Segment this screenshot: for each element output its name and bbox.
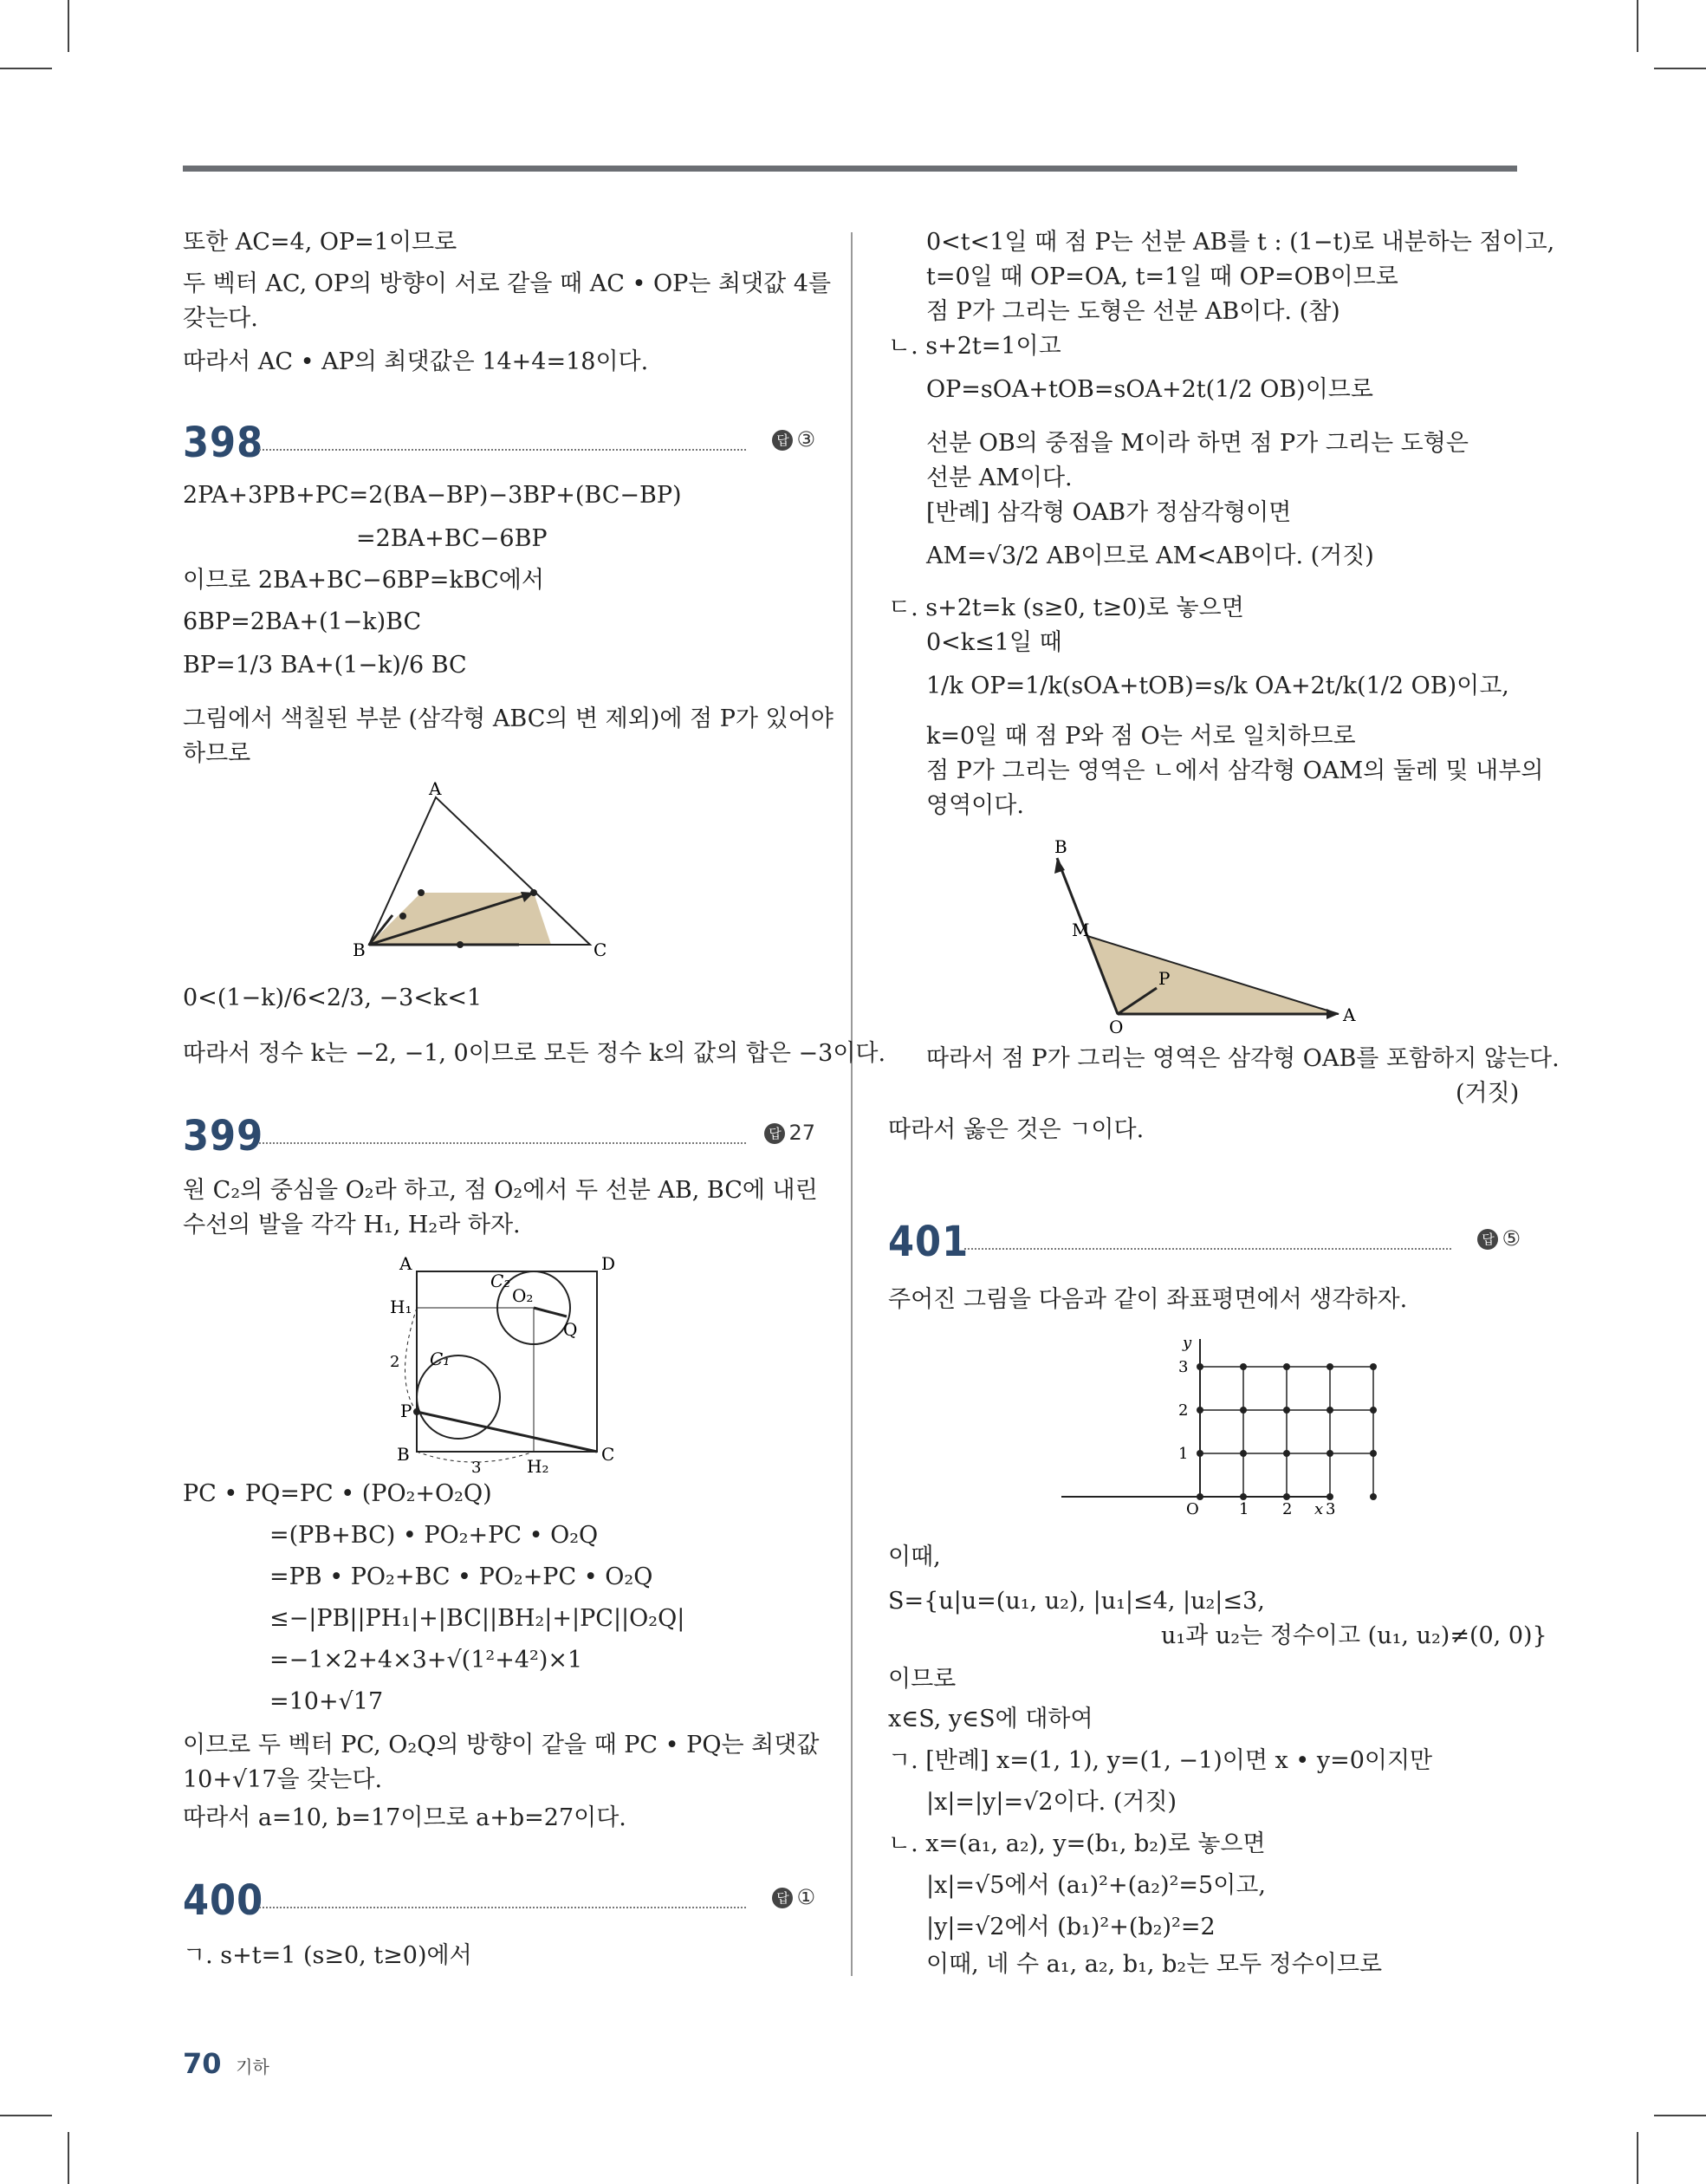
vector-pc: [417, 1412, 597, 1452]
text-line: 이때,: [888, 1544, 941, 1570]
text-line: 10+√17을 갖는다.: [183, 1766, 383, 1793]
text-line: 이므로 두 벡터 PC, O₂Q의 방향이 같을 때 PC • PQ는 최댓값: [183, 1732, 820, 1758]
text-line: ㄱ. [반례] x=(1, 1), y=(1, −1)이면 x • y=0이지만: [888, 1747, 1433, 1774]
text-line: 하므로: [183, 740, 251, 767]
dotted-leader: [259, 1142, 746, 1144]
answer-value: ③: [796, 427, 815, 452]
text-line: u₁과 u₂는 정수이고 (u₁, u₂)≠(0, 0)}: [1161, 1622, 1547, 1649]
triangle-oam: [1087, 936, 1339, 1014]
lattice-point: [1370, 1450, 1377, 1457]
dotted-leader: [259, 1907, 746, 1908]
text-line: =PB • PO₂+BC • PO₂+PC • O₂Q: [269, 1563, 653, 1590]
lattice-point: [1370, 1407, 1377, 1414]
problem-number: 401: [888, 1218, 970, 1266]
crop-mark: [68, 0, 69, 52]
text-line: 점 P가 그리는 도형은 선분 AB이다. (참): [926, 298, 1340, 325]
crop-mark: [1637, 2132, 1638, 2184]
text-line: 0<t<1일 때 점 P는 선분 AB를 t : (1−t)로 내분하는 점이고,: [926, 229, 1555, 256]
answer-value: ⑤: [1502, 1226, 1521, 1251]
text-line: (거짓): [1456, 1080, 1520, 1107]
x-tick: 3: [1326, 1500, 1336, 1518]
text-line: |x|=√5에서 (a₁)²+(a₂)²=5이고,: [926, 1872, 1266, 1899]
answer-value: 27: [788, 1121, 815, 1145]
lattice-point: [1240, 1407, 1247, 1414]
column-divider: [851, 232, 853, 1976]
problem-number: 400: [183, 1876, 264, 1925]
dotted-leader: [259, 449, 746, 451]
lattice-point: [1327, 1363, 1333, 1370]
label-three: 3: [471, 1459, 482, 1477]
lattice-point: [1240, 1363, 1247, 1370]
lattice-point: [1283, 1407, 1290, 1414]
text-line: 점 P가 그리는 영역은 ㄴ에서 삼각형 OAM의 둘레 및 내부의: [926, 757, 1544, 784]
y-tick: 1: [1178, 1445, 1189, 1463]
origin-label: O: [1186, 1500, 1199, 1518]
lattice-point: [1370, 1493, 1377, 1500]
point: [399, 913, 406, 920]
page-footer: [183, 2047, 269, 2080]
crop-mark: [1654, 2115, 1706, 2116]
answer-value: ①: [796, 1885, 815, 1909]
answer-icon: 답: [772, 1888, 793, 1908]
crop-mark: [0, 2115, 52, 2116]
answer-icon: 답: [1477, 1229, 1498, 1250]
text-line: 이므로: [888, 1666, 957, 1693]
label-c: C: [594, 939, 607, 960]
text-line: |x|=|y|=√2이다. (거짓): [926, 1789, 1177, 1816]
text-line: AM=√3/2 AB이므로 AM<AB이다. (거짓): [926, 543, 1374, 569]
text-line: 영역이다.: [926, 792, 1024, 819]
region-figure-400: [1009, 832, 1356, 1037]
crop-mark: [1637, 0, 1638, 52]
answer-badge: [1477, 1226, 1521, 1251]
text-line: 또한 AC=4, OP=1이므로: [183, 229, 457, 256]
text-line: 따라서 AC • AP의 최댓값은 14+4=18이다.: [183, 348, 649, 375]
text-line: 0<(1−k)/6<2/3, −3<k<1: [183, 985, 483, 1011]
text-line: ㄴ. x=(a₁, a₂), y=(b₁, b₂)로 놓으면: [888, 1830, 1266, 1857]
arc-2: [405, 1308, 418, 1412]
label-o2: O₂: [512, 1285, 534, 1306]
text-line: k=0일 때 점 P와 점 O는 서로 일치하므로: [926, 723, 1356, 750]
text-line: 따라서 점 P가 그리는 영역은 삼각형 OAB를 포함하지 않는다.: [926, 1045, 1560, 1072]
label-p: P: [400, 1401, 412, 1421]
page-number: 70: [183, 2047, 222, 2080]
lattice-point: [1283, 1363, 1290, 1370]
text-line: =(PB+BC) • PO₂+PC • O₂Q: [269, 1522, 599, 1549]
answer-badge: [764, 1121, 815, 1145]
y-tick: 2: [1178, 1401, 1189, 1420]
text-line: 갖는다.: [183, 305, 258, 332]
label-h2: H₂: [527, 1456, 549, 1477]
text-line: OP=sOA+tOB=sOA+2t(1/2 OB)이므로: [926, 376, 1373, 403]
text-line: 두 벡터 AC, OP의 방향이 서로 같을 때 AC • OP는 최댓값 4를: [183, 270, 832, 297]
crop-mark: [68, 2132, 69, 2184]
triangle-figure-398: [330, 778, 677, 966]
text-line: S={u|u=(u₁, u₂), |u₁|≤4, |u₂|≤3,: [888, 1588, 1265, 1615]
label-a: A: [1343, 1004, 1356, 1025]
text-line: =2BA+BC−6BP: [356, 525, 548, 552]
lattice-point: [1240, 1450, 1247, 1457]
answer-badge: [772, 1885, 815, 1909]
label-two: 2: [390, 1353, 400, 1371]
label-a: A: [429, 778, 442, 799]
text-line: 6BP=2BA+(1−k)BC: [183, 608, 422, 635]
crop-mark: [1654, 68, 1706, 69]
label-a: A: [399, 1253, 412, 1274]
lattice-point: [1283, 1450, 1290, 1457]
text-line: 원 C₂의 중심을 O₂라 하고, 점 O₂에서 두 선분 AB, BC에 내린: [183, 1177, 818, 1204]
problem-header-398: [183, 419, 815, 471]
label-d: D: [601, 1253, 616, 1274]
lattice-point: [1327, 1450, 1333, 1457]
label-b: B: [353, 939, 366, 960]
text-line: 따라서 옳은 것은 ㄱ이다.: [888, 1116, 1145, 1143]
lattice-point: [1327, 1407, 1333, 1414]
text-line: ≤−|PB||PH₁|+|BC||BH₂|+|PC||O₂Q|: [269, 1605, 685, 1632]
text-line: x∈S, y∈S에 대하여: [888, 1706, 1093, 1732]
text-line: 따라서 정수 k는 −2, −1, 0이므로 모든 정수 k의 값의 합은 −3이다.: [183, 1040, 886, 1067]
square-circle-figure-399: [378, 1253, 616, 1477]
point: [457, 941, 464, 948]
label-c: C: [601, 1444, 615, 1465]
x-axis-label: x: [1314, 1500, 1324, 1518]
label-q: Q: [563, 1319, 578, 1340]
text-line: PC • PQ=PC • (PO₂+O₂Q): [183, 1480, 492, 1507]
lattice-point: [1370, 1363, 1377, 1370]
header-rule: [183, 166, 1517, 172]
text-line: 이때, 네 수 a₁, a₂, b₁, b₂는 모두 정수이므로: [926, 1951, 1383, 1978]
problem-header-401: [888, 1218, 1521, 1270]
answer-icon: 답: [764, 1123, 785, 1144]
text-line: 그림에서 색칠된 부분 (삼각형 ABC의 변 제외)에 점 P가 있어야: [183, 705, 834, 732]
text-line: 2PA+3PB+PC=2(BA−BP)−3BP+(BC−BP): [183, 482, 682, 509]
point-p: [413, 1408, 420, 1415]
text-line: 선분 AM이다.: [926, 465, 1073, 491]
text-line: =−1×2+4×3+√(1²+4²)×1: [269, 1647, 583, 1674]
text-line: 선분 OB의 중점을 M이라 하면 점 P가 그리는 도형은: [926, 430, 1469, 457]
dotted-leader: [964, 1248, 1451, 1250]
answer-icon: 답: [772, 430, 793, 451]
y-axis-label: y: [1183, 1334, 1192, 1352]
x-tick: 2: [1282, 1500, 1293, 1518]
text-line: ㄱ. s+t=1 (s≥0, t≥0)에서: [183, 1942, 472, 1969]
section-name: 기하: [236, 2057, 269, 2077]
vector-o2q: [534, 1308, 567, 1316]
problem-number: 398: [183, 419, 264, 467]
text-line: [반례] 삼각형 OAB가 정삼각형이면: [926, 499, 1292, 526]
text-line: 따라서 a=10, b=17이므로 a+b=27이다.: [183, 1804, 626, 1831]
text-line: 이므로 2BA+BC−6BP=kBC에서: [183, 567, 544, 594]
text-line: |y|=√2에서 (b₁)²+(b₂)²=2: [926, 1914, 1216, 1940]
arrow-head: [1327, 1009, 1339, 1019]
text-line: =10+√17: [269, 1688, 384, 1715]
text-line: ㄷ. s+2t=k (s≥0, t≥0)로 놓으면: [888, 595, 1244, 621]
label-h1: H₁: [390, 1297, 412, 1317]
text-line: 수선의 발을 각각 H₁, H₂라 하자.: [183, 1212, 521, 1238]
x-tick: 1: [1239, 1500, 1249, 1518]
lattice-grid: [1197, 1363, 1377, 1500]
text-line: 1/k OP=1/k(sOA+tOB)=s/k OA+2t/k(1/2 OB)이고,: [926, 673, 1509, 699]
text-line: BP=1/3 BA+(1−k)/6 BC: [183, 652, 467, 679]
crop-mark: [0, 68, 52, 69]
grid-figure-401: [1061, 1330, 1339, 1530]
label-c2: C₂: [490, 1271, 511, 1291]
answer-badge: [772, 427, 815, 452]
y-tick: 3: [1178, 1358, 1189, 1376]
problem-header-400: [183, 1876, 815, 1928]
label-b: B: [397, 1444, 410, 1465]
label-m: M: [1072, 920, 1090, 940]
label-c1: C₁: [430, 1349, 451, 1369]
label-o: O: [1109, 1017, 1124, 1037]
text-line: t=0일 때 OP=OA, t=1일 때 OP=OB이므로: [926, 263, 1398, 290]
problem-header-399: [183, 1112, 815, 1164]
point: [530, 889, 537, 896]
text-line: ㄴ. s+2t=1이고: [888, 333, 1061, 360]
text-line: 주어진 그림을 다음과 같이 좌표평면에서 생각하자.: [888, 1286, 1408, 1313]
point: [418, 889, 425, 896]
text-line: 0<k≤1일 때: [926, 629, 1062, 656]
label-b: B: [1054, 836, 1067, 857]
label-p: P: [1158, 968, 1171, 989]
problem-number: 399: [183, 1112, 264, 1160]
